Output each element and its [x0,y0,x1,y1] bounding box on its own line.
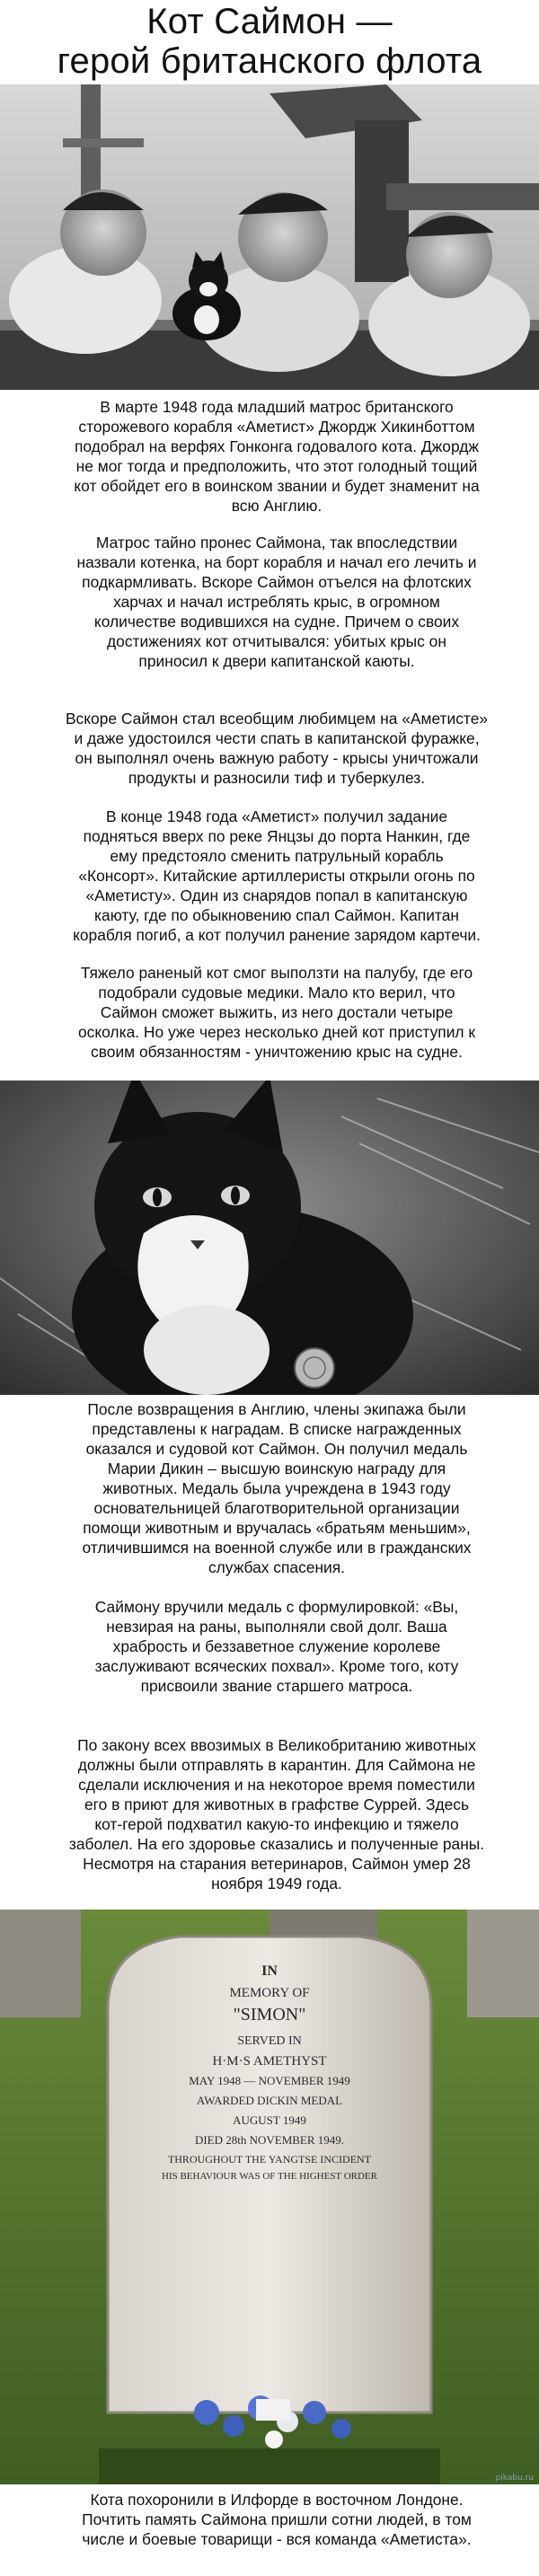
gravestone-photo [0,1910,539,2484]
paragraph-5: Тяжело раненый кот смог выползти на палубу, где его подобрали судовые медики. Мало кто верил, что Саймон сможет выжить, из него достали четыре осколка. Но уже через несколько дней кот приступил к своим обязанностям - уничтожению крыс на судне. [77,964,476,1061]
inscription-line-7: AWARDED DICKIN MEDAL [196,2094,343,2107]
paragraph-1: В марте 1948 года младший матрос британского сторожевого корабля «Аметист» Джордж Хикинботтом подобрал на верфях Гонконга годовалого кота. Джордж не мог тогда и предположить, что этот голодный тощий кот обойдет его в воинском звании и будет знаменит на всю Англию. [74,398,480,515]
paragraph-6: После возвращения в Англию, члены экипажа были представлены к наградам. В списке награжденных оказался и судовой кот Саймон. Он получил медаль Марии Дикин – высшую воинскую награду для животных. Медаль была учреждена в 1943 году основательницей благотворительной организации помощи животным и вручалась «братьям меньшим», отличившимся на военной службе или в гражданских службах спасения. [82,1400,472,1576]
inscription-line-11: HIS BEHAVIOUR WAS OF THE HIGHEST ORDER [162,2171,377,2182]
inscription-line-3: "SIMON" [233,2005,306,2025]
cat-portrait-photo [0,1081,539,1395]
title-line-2: герой британского флота [57,41,482,81]
paragraph-7: Саймону вручили медаль с формулировкой: «Вы, невзирая на раны, выполняли свой долг. Ваша храбрость и беззаветное служение королеве заслуживают всяческих похвал». Кроме того, коту присвоили звание старшего матроса. [94,1598,459,1695]
paragraph-8: По закону всех ввозимых в Великобританию животных должны были отправлять в карантин. Для Саймона не сделали исключения и на некоторое время поместили его в приют для животных в графстве Суррей. Здесь кот-герой подхватил какую-то инфекцию и тяжело заболел. На его здоровье сказались и полученные раны. Несмотря на старания ветеринаров, Саймон умер 28 ноября 1949 года. [68,1736,485,1892]
page-title [0,0,539,86]
paragraph-2: Матрос тайно пронес Саймона, так впоследствии назвали котенка, на борт корабля и начал его лечить и подкармливать. Вскоре Саймон отъелся на флотских харчах и начал истреблять крыс, в огромном количестве водившихся на судне. Причем о своих достижениях кот отчитывался: убитых крыс он приносил к двери капитанской каюты. [76,534,477,670]
inscription-line-8: AUGUST 1949 [233,2113,306,2127]
inscription-line-6: MAY 1948 — NOVEMBER 1949 [189,2074,350,2087]
inscription-line-2: MEMORY OF [229,1986,310,2000]
title-line-1: Кот Саймон — [146,2,393,41]
paragraph-4: В конце 1948 года «Аметист» получил задание подняться вверх по реке Янцзы до порта Нанкин, где ему предстояло сменить патрульный корабль «Консорт». Китайские артиллеристы открыли огонь по «Аметисту». Один из снарядов попал в капитанскую каюту, где по обыкновению спал Саймон. Капитан корабля погиб, а кот получил ранение зарядом картечи. [73,807,481,944]
inscription-line-10: THROUGHOUT THE YANGTSE INCIDENT [167,2153,372,2166]
inscription-line-9: DIED 28th NOVEMBER 1949. [194,2133,345,2147]
paragraph-9: Кота похоронили в Илфорде в восточном Лондоне. Почтить память Саймона пришли сотни людей, в том числе и боевые товарищи - вся команда «Аметиста». [82,2491,472,2548]
sailors-with-cat-photo [0,84,539,390]
inscription-line-5: H·M·S AMETHYST [212,2054,327,2069]
inscription-line-1: IN [261,1963,278,1979]
watermark: pikabu.ru [495,2474,534,2483]
paragraph-3: Вскоре Саймон стал всеобщим любимцем на «Аметисте» и даже удостоился чести спать в капитанской фуражке, он выполнял очень важную работу - крысы уничтожали продукты и разносили тиф и туберкулез. [65,710,489,787]
gravestone-inscription [108,1962,431,2184]
inscription-line-4: SERVED IN [237,2034,302,2048]
